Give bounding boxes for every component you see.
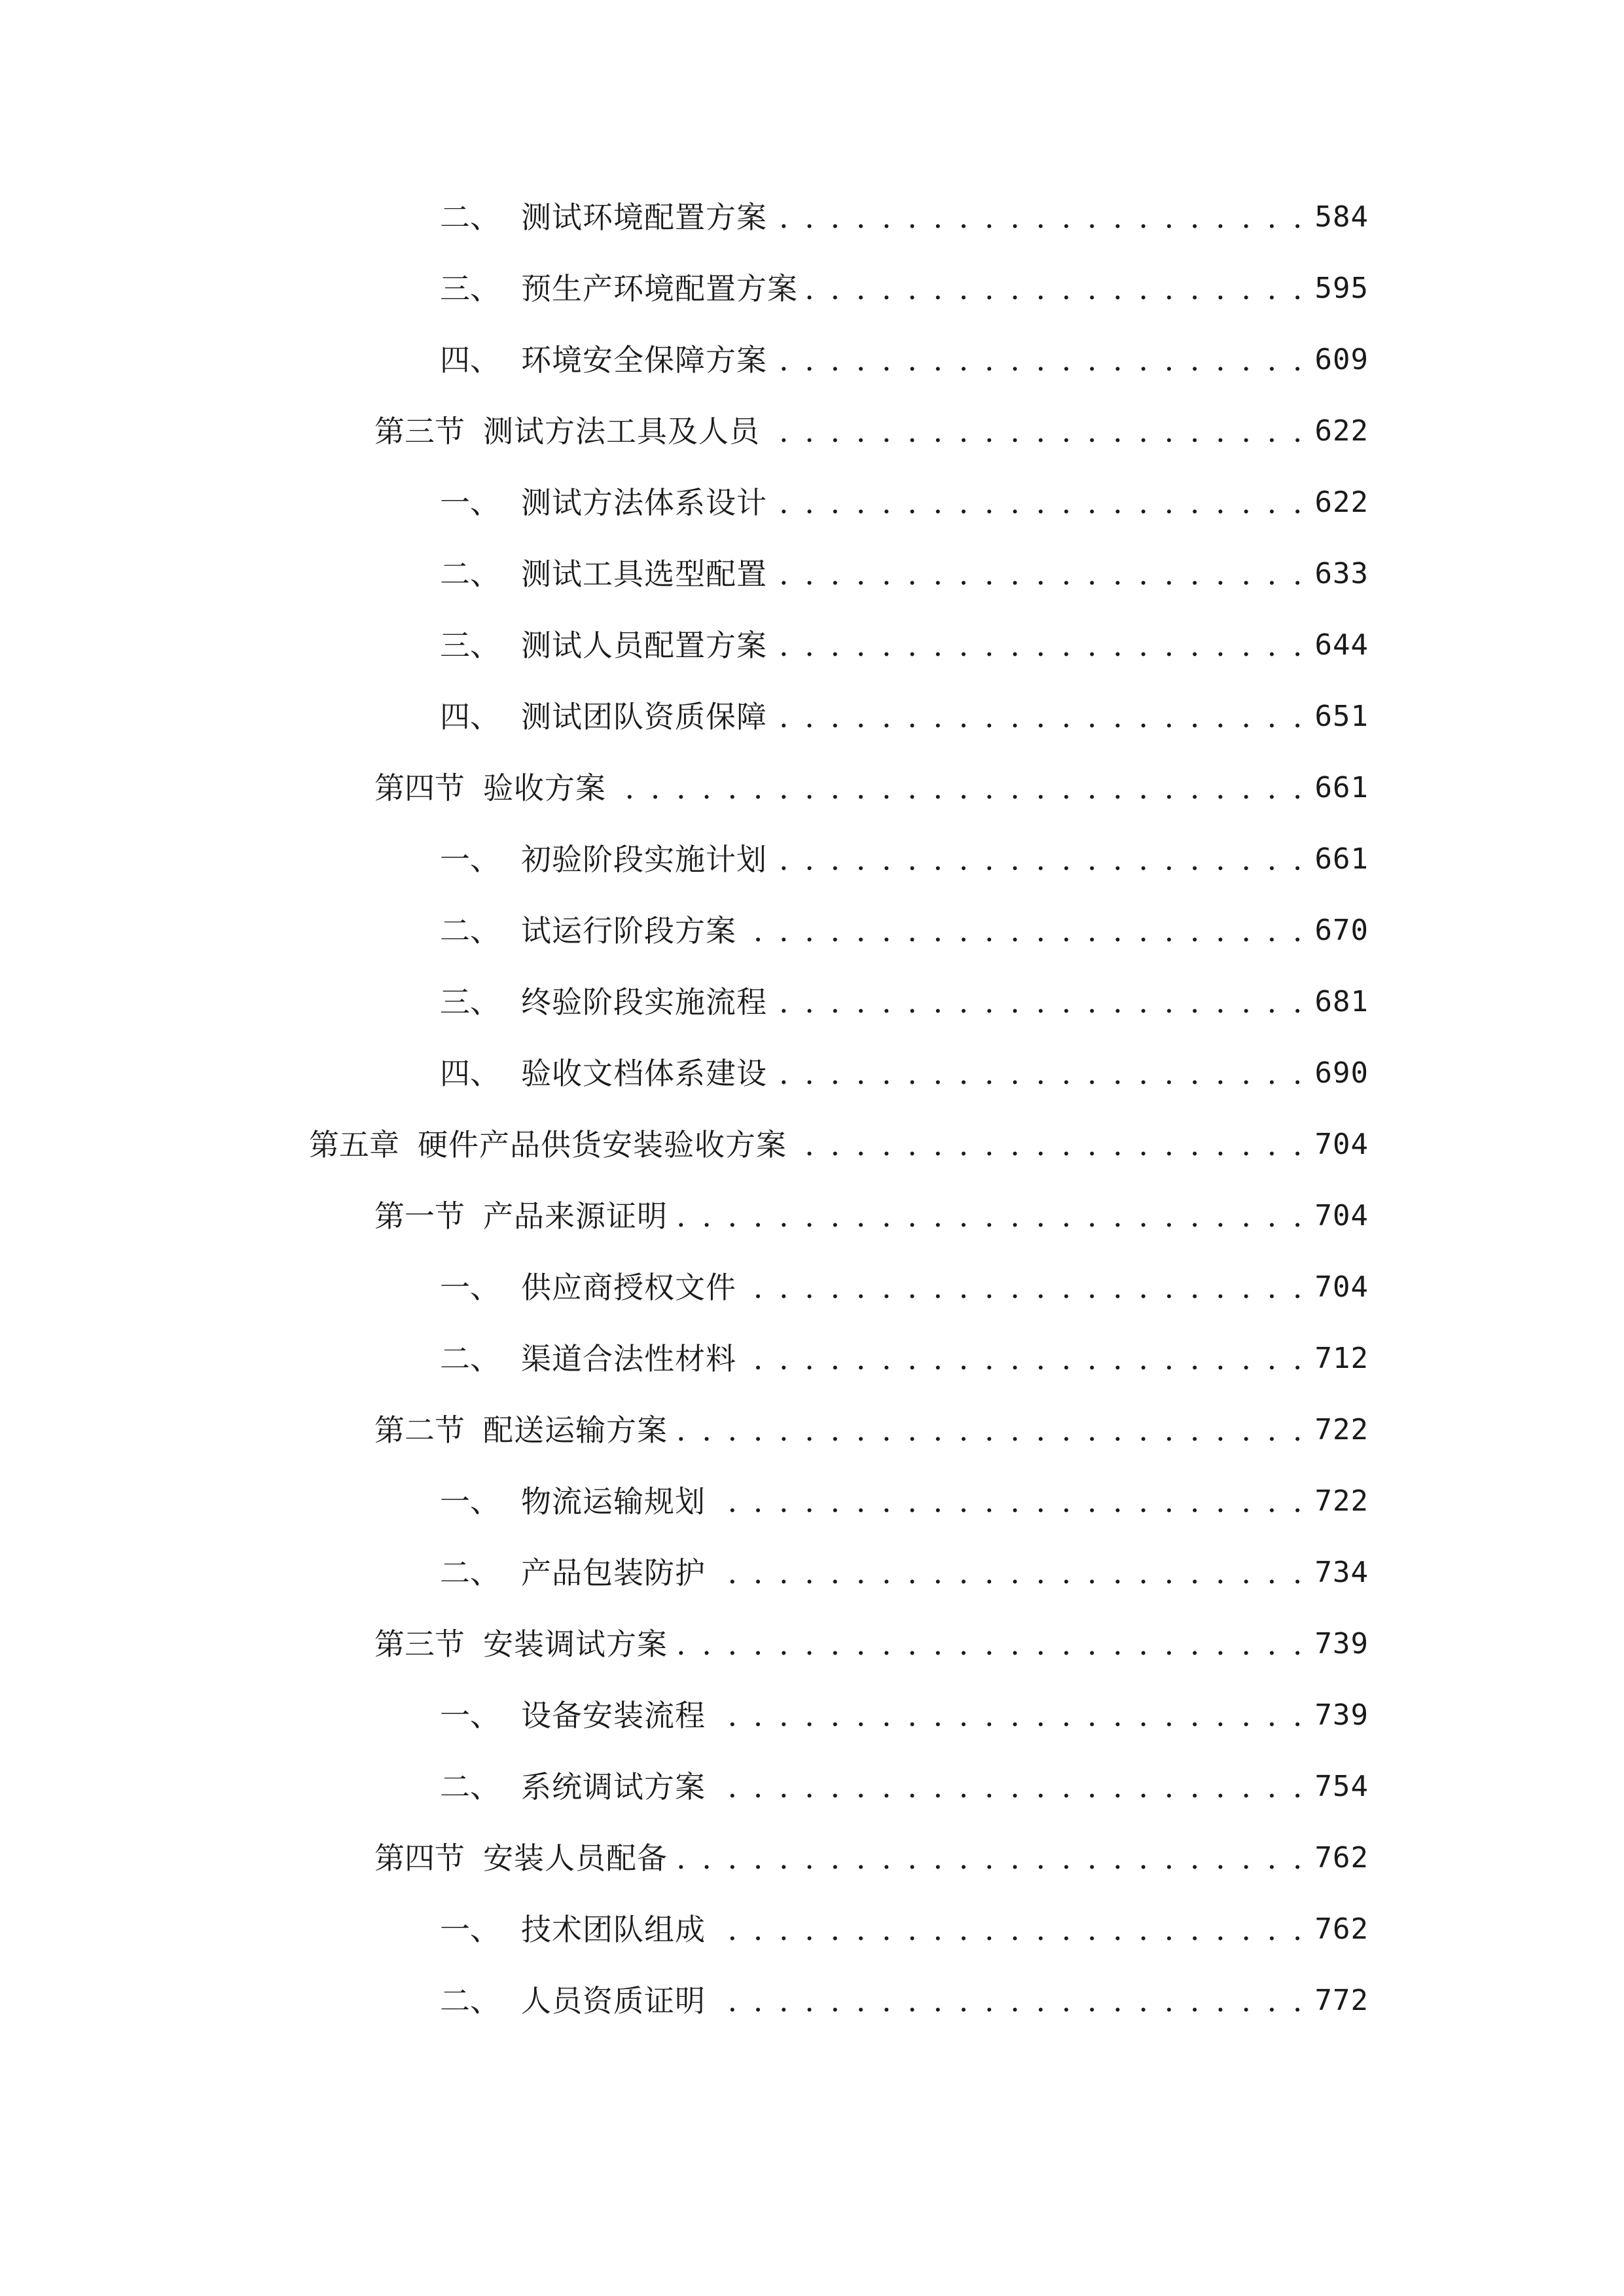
toc-entry[interactable] — [440, 905, 1369, 957]
toc-entry[interactable] — [374, 1832, 1369, 1884]
dot-leader — [774, 548, 1306, 600]
toc-entry-number: 四、 — [440, 342, 500, 378]
toc-entry-number: 二、 — [440, 200, 500, 235]
toc-entry-title: 安装人员配备 — [483, 1840, 668, 1876]
toc-entry-page: 712 — [1314, 1342, 1369, 1375]
toc-entry[interactable] — [440, 262, 1369, 315]
dot-leader — [674, 1190, 1306, 1242]
toc-entry-page: 762 — [1314, 1912, 1369, 1946]
dot-leader — [767, 405, 1306, 457]
toc-entry-title: 硬件产品供货安装验收方案 — [418, 1127, 787, 1162]
dot-leader — [712, 1547, 1306, 1599]
toc-entry-title: 预生产环境配置方案 — [521, 271, 798, 306]
dot-leader — [774, 476, 1306, 529]
toc-entry-title: 测试方法工具及人员 — [483, 414, 760, 449]
dot-leader — [774, 1047, 1306, 1100]
toc-entry-number: 四、 — [440, 1056, 500, 1091]
toc-entry-page: 722 — [1314, 1484, 1369, 1518]
dot-leader — [804, 262, 1306, 315]
toc-entry-page: 651 — [1314, 700, 1369, 733]
toc-entry-page: 772 — [1314, 1984, 1369, 2017]
toc-entry-title: 产品包装防护 — [521, 1555, 706, 1590]
dot-leader — [774, 619, 1306, 672]
dot-leader — [712, 1475, 1306, 1528]
dot-leader — [793, 1119, 1306, 1171]
toc-entry[interactable] — [440, 548, 1369, 600]
dot-leader — [743, 905, 1306, 957]
toc-entry[interactable] — [440, 691, 1369, 743]
toc-entry[interactable] — [374, 1404, 1369, 1456]
toc-entry-number: 一、 — [440, 1484, 500, 1519]
toc-entry-number: 三、 — [440, 984, 500, 1020]
toc-entry-page: 704 — [1314, 1270, 1369, 1304]
toc-entry-number: 三、 — [440, 271, 500, 306]
toc-entry[interactable] — [374, 762, 1369, 814]
toc-entry-title: 人员资质证明 — [521, 1983, 706, 2018]
toc-entry-title: 测试方法体系设计 — [521, 485, 767, 520]
dot-leader — [712, 1975, 1306, 2027]
toc-entry-title: 物流运输规划 — [521, 1484, 706, 1519]
toc-entry-title: 环境安全保障方案 — [521, 342, 767, 378]
toc-entry-title: 验收方案 — [483, 770, 606, 806]
toc-entry-page: 670 — [1314, 914, 1369, 947]
toc-entry-title: 配送运输方案 — [483, 1412, 668, 1448]
toc-entry-number: 一、 — [440, 1270, 500, 1305]
dot-leader — [674, 1404, 1306, 1456]
toc-entry-number: 一、 — [440, 842, 500, 877]
toc-entry-page: 690 — [1314, 1056, 1369, 1090]
toc-entry-title: 系统调试方案 — [521, 1769, 706, 1804]
dot-leader — [774, 691, 1306, 743]
toc-entry-number: 二、 — [440, 1555, 500, 1590]
toc-entry-title: 安装调试方案 — [483, 1626, 668, 1662]
toc-entry-page: 661 — [1314, 842, 1369, 876]
dot-leader — [743, 1261, 1306, 1314]
dot-leader — [743, 1333, 1306, 1385]
toc-entry-number: 二、 — [440, 913, 500, 948]
dot-leader — [712, 1761, 1306, 1813]
toc-entry-page: 739 — [1314, 1627, 1369, 1660]
toc-entry-title: 设备安装流程 — [521, 1698, 706, 1733]
toc-entry-page: 704 — [1314, 1128, 1369, 1161]
toc-entry-title: 供应商授权文件 — [521, 1270, 736, 1305]
toc-entry[interactable] — [309, 1119, 1369, 1171]
toc-entry[interactable] — [374, 1618, 1369, 1670]
dot-leader — [674, 1618, 1306, 1670]
toc-entry-number: 第三节 — [374, 1626, 465, 1662]
toc-entry[interactable] — [440, 1261, 1369, 1314]
toc-entry-page: 661 — [1314, 771, 1369, 804]
toc-entry-number: 第四节 — [374, 1840, 465, 1876]
toc-entry-page: 644 — [1314, 628, 1369, 662]
dot-leader — [712, 1903, 1306, 1956]
toc-entry-page: 739 — [1314, 1698, 1369, 1732]
toc-entry-title: 测试人员配置方案 — [521, 628, 767, 663]
toc-entry-number: 二、 — [440, 556, 500, 592]
toc-entry[interactable] — [440, 1547, 1369, 1599]
toc-entry-title: 测试环境配置方案 — [521, 200, 767, 235]
toc-entry-page: 633 — [1314, 557, 1369, 590]
toc-entry-title: 终验阶段实施流程 — [521, 984, 767, 1020]
toc-entry[interactable] — [440, 1333, 1369, 1385]
toc-entry[interactable] — [440, 976, 1369, 1028]
toc-entry-number: 第四节 — [374, 770, 465, 806]
toc-entry-page: 622 — [1314, 414, 1369, 448]
toc-entry-title: 测试团队资质保障 — [521, 699, 767, 734]
toc-entry-title: 试运行阶段方案 — [521, 913, 736, 948]
toc-entry[interactable] — [440, 191, 1369, 243]
toc-entry-page: 681 — [1314, 985, 1369, 1018]
toc-entry-title: 测试工具选型配置 — [521, 556, 767, 592]
toc-entry[interactable] — [440, 1903, 1369, 1956]
toc-entry[interactable] — [440, 1475, 1369, 1528]
dot-leader — [774, 976, 1306, 1028]
toc-entry-number: 第三节 — [374, 414, 465, 449]
toc-entry-number: 一、 — [440, 1698, 500, 1733]
toc-entry[interactable] — [374, 1190, 1369, 1242]
toc-entry[interactable] — [440, 833, 1369, 886]
toc-entry-number: 第一节 — [374, 1198, 465, 1234]
toc-entry-page: 762 — [1314, 1841, 1369, 1874]
toc-entry[interactable] — [440, 619, 1369, 672]
toc-entry-page: 584 — [1314, 200, 1369, 234]
toc-entry-page: 754 — [1314, 1770, 1369, 1803]
toc-entry-page: 622 — [1314, 486, 1369, 519]
dot-leader — [774, 191, 1306, 243]
toc-entry-title: 技术团队组成 — [521, 1912, 706, 1947]
toc-entry-title: 产品来源证明 — [483, 1198, 668, 1234]
dot-leader — [613, 762, 1306, 814]
toc-entry-number: 一、 — [440, 485, 500, 520]
dot-leader — [712, 1689, 1306, 1742]
toc-entry-page: 609 — [1314, 343, 1369, 376]
toc-entry[interactable] — [440, 1975, 1369, 2027]
toc-entry-page: 704 — [1314, 1199, 1369, 1232]
toc-entry-number: 第二节 — [374, 1412, 465, 1448]
toc-entry-title: 渠道合法性材料 — [521, 1341, 736, 1376]
toc-entry-page: 722 — [1314, 1413, 1369, 1446]
dot-leader — [674, 1832, 1306, 1884]
toc-entry-number: 第五章 — [309, 1127, 399, 1162]
toc-entry[interactable] — [440, 1047, 1369, 1100]
toc-entry-number: 二、 — [440, 1341, 500, 1376]
toc-entry[interactable] — [440, 1761, 1369, 1813]
toc-entry-number: 二、 — [440, 1769, 500, 1804]
toc-entry-title: 初验阶段实施计划 — [521, 842, 767, 877]
toc-entry[interactable] — [440, 476, 1369, 529]
dot-leader — [774, 334, 1306, 386]
toc-entry-page: 595 — [1314, 272, 1369, 305]
toc-entry-page: 734 — [1314, 1556, 1369, 1589]
toc-entry-number: 三、 — [440, 628, 500, 663]
toc-entry-title: 验收文档体系建设 — [521, 1056, 767, 1091]
toc-entry[interactable] — [374, 405, 1369, 457]
toc-entry[interactable] — [440, 334, 1369, 386]
toc-entry-number: 二、 — [440, 1983, 500, 2018]
toc-entry-number: 四、 — [440, 699, 500, 734]
dot-leader — [774, 833, 1306, 886]
toc-entry-number: 一、 — [440, 1912, 500, 1947]
toc-entry[interactable] — [440, 1689, 1369, 1742]
